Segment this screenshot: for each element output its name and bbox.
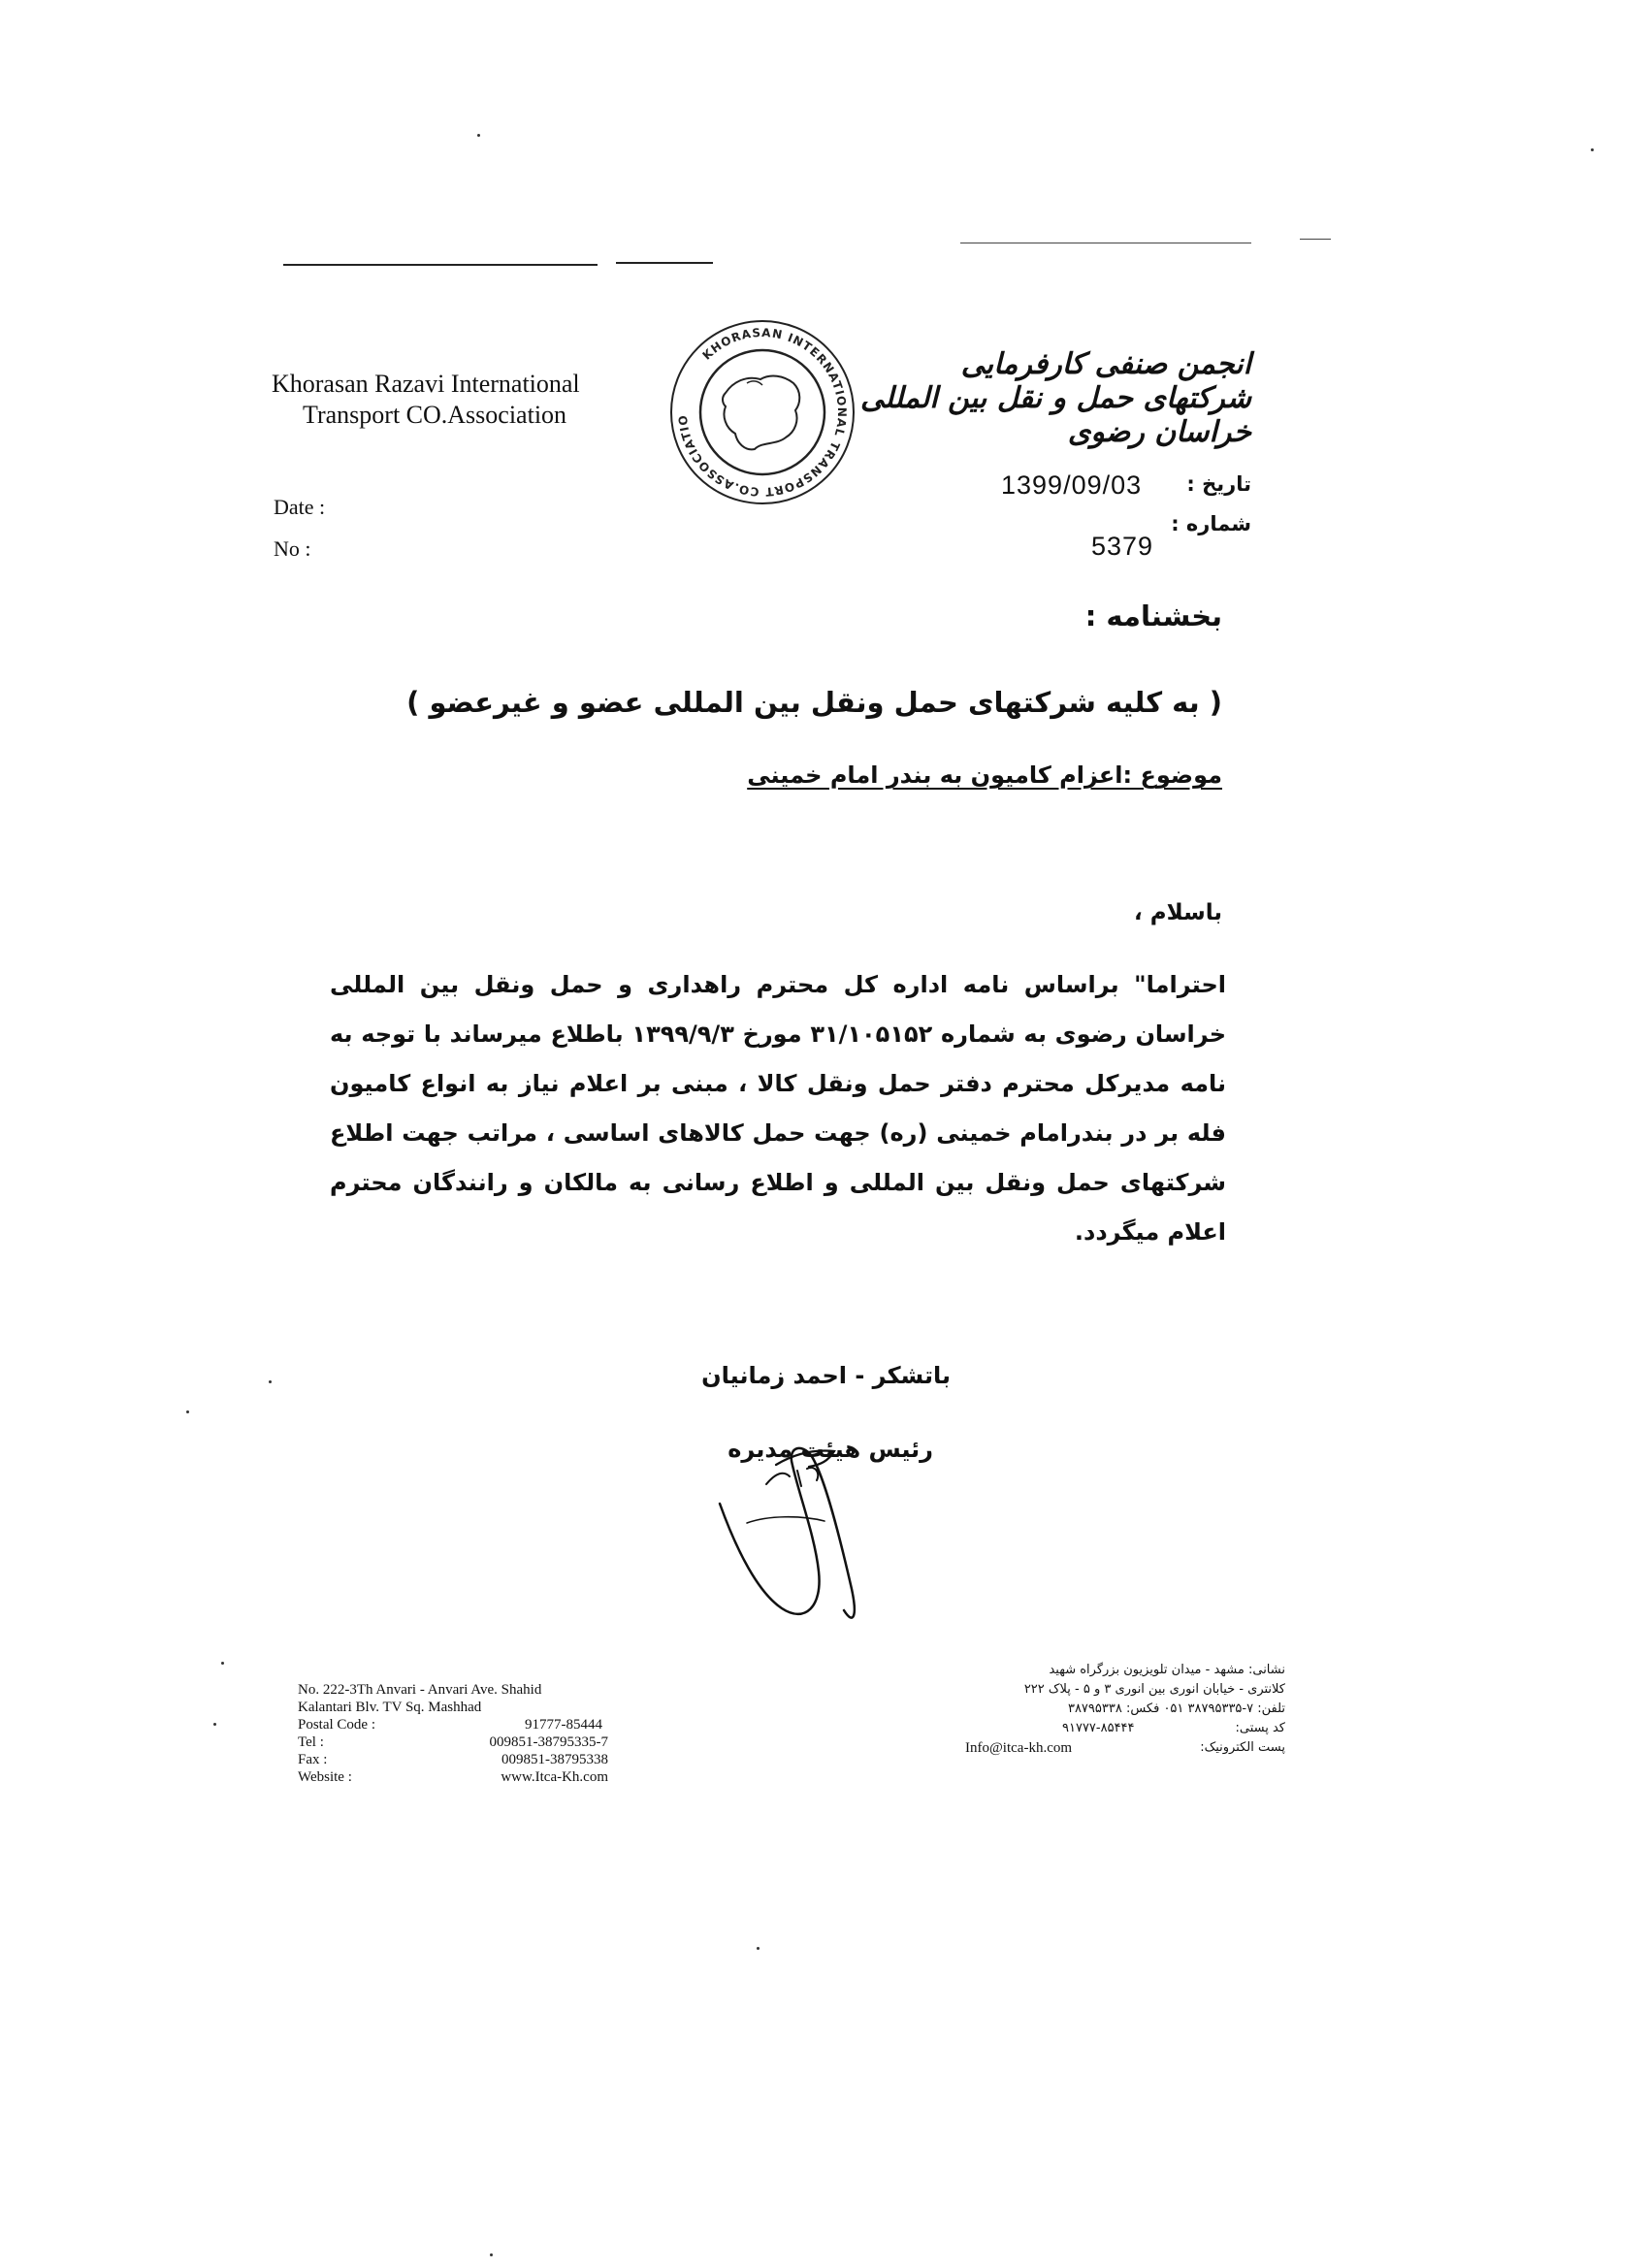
footer-postal-value: 91777-85444	[525, 1717, 602, 1733]
footer-tel-value: 009851-38795335-7	[489, 1734, 608, 1750]
footer-fa-email-label: پست الکترونیک:	[1200, 1740, 1285, 1755]
header-rule-left	[283, 264, 598, 266]
scan-speck	[269, 1380, 272, 1383]
scan-speck	[221, 1662, 224, 1665]
footer-fa-email-value: Info@itca-kh.com	[965, 1740, 1073, 1756]
date-label-en: Date :	[274, 495, 326, 519]
seal-emblem-icon	[665, 315, 859, 509]
scan-speck	[757, 1947, 760, 1950]
number-value: 5379	[1091, 532, 1154, 561]
no-label-en: No :	[274, 536, 311, 561]
letter-recipients: ( به کلیه شرکتهای حمل ونقل بین المللی عضو و غیرعضو )	[406, 686, 1222, 719]
footer-fa-address-line1: نشانی: مشهد - میدان تلویزیون بزرگراه شهید	[1049, 1663, 1285, 1677]
footer-fa	[965, 1661, 1285, 1758]
footer-website-label: Website :	[298, 1769, 352, 1785]
letter-closing: باتشکر - احمد زمانیان	[701, 1362, 951, 1389]
svg-text:KHORASAN INTERNATIONAL TRANSPO: KHORASAN INTERNATIONAL TRANSPORT CO.ASSOCIATIO	[675, 325, 850, 500]
footer-postal-row	[298, 1716, 608, 1733]
footer-fa-email-row	[965, 1738, 1285, 1758]
scan-speck	[490, 2253, 493, 2256]
letter-heading: بخشنامه :	[1084, 599, 1222, 632]
header-rule-end	[1300, 239, 1331, 240]
scan-speck	[213, 1723, 216, 1726]
footer-website-value: www.Itca-Kh.com	[501, 1769, 608, 1785]
footer-address-line2: Kalantari Blv. TV Sq. Mashhad	[298, 1700, 482, 1715]
footer-fax-row	[298, 1751, 608, 1768]
scan-speck	[477, 134, 480, 137]
org-name-en-line1: Khorasan Razavi International	[272, 370, 580, 398]
scan-speck	[186, 1410, 189, 1413]
date-label-fa: تاریخ :	[1186, 472, 1251, 496]
org-name-en-line2: Transport CO.Association	[303, 401, 567, 429]
letter-subject: موضوع :اعزام کامیون به بندر امام خمینی	[747, 761, 1222, 789]
footer-fax-value: 009851-38795338	[501, 1752, 608, 1767]
handwritten-signature	[708, 1426, 883, 1639]
footer-fax-label: Fax :	[298, 1752, 328, 1767]
footer-fa-phone-line: تلفن: ۷-۳۸۷۹۵۳۳۵ ۰۵۱ فکس: ۳۸۷۹۵۳۳۸	[1067, 1701, 1285, 1716]
date-value: 1399/09/03	[1001, 470, 1143, 500]
signature-icon	[708, 1426, 883, 1639]
org-name-en	[272, 369, 679, 431]
footer-website-row	[298, 1768, 608, 1786]
letter-body: احتراما" براساس نامه اداره کل محترم راهداری و حمل ونقل بین المللی خراسان رضوی به شماره ۳۱/۱۰۵۱۵۲ مورخ ۱۳۹۹/۹/۳ باطلاع میرساند با توجه به نامه مدیرکل محترم دفتر حمل ونقل کالا ، مبنی بر اعلام نیاز به انواع کامیون فله بر در بندرامام خمینی (ره) جهت حمل کالاهای اساسی ، مراتب جهت اطلاع شرکتهای حمل ونقل بین المللی و اطلاع رسانی به مالکان و رانندگان محترم اعلام میگردد.	[330, 971, 1226, 1246]
footer-address-line1: No. 222-3Th Anvari - Anvari Ave. Shahid	[298, 1682, 542, 1698]
org-name-fa: انجمن صنفی کارفرمایی شرکتهای حمل و نقل بین المللی خراسان رضوی	[860, 347, 1251, 449]
letter-greeting: باسلام ،	[1134, 900, 1222, 925]
footer-fa-postal-value: ۹۱۷۷۷-۸۵۴۴۴	[1062, 1721, 1135, 1735]
footer-fa-postal-row	[965, 1719, 1285, 1738]
footer-fa-address-line2: کلانتری - خیابان انوری بین انوری ۳ و ۵ - پلاک ۲۲۲	[1023, 1682, 1285, 1697]
header-rule-mid	[616, 262, 713, 264]
footer-postal-label: Postal Code :	[298, 1717, 376, 1733]
footer-tel-label: Tel :	[298, 1734, 324, 1750]
footer-fa-postal-label: کد پستی:	[1235, 1721, 1285, 1735]
footer-en	[298, 1681, 608, 1786]
footer-tel-row	[298, 1733, 608, 1751]
number-label-fa: شماره :	[1171, 512, 1251, 535]
signer-title: رئیس هیئت مدیره	[728, 1436, 933, 1463]
association-seal	[665, 315, 859, 509]
scan-speck	[1591, 148, 1594, 151]
